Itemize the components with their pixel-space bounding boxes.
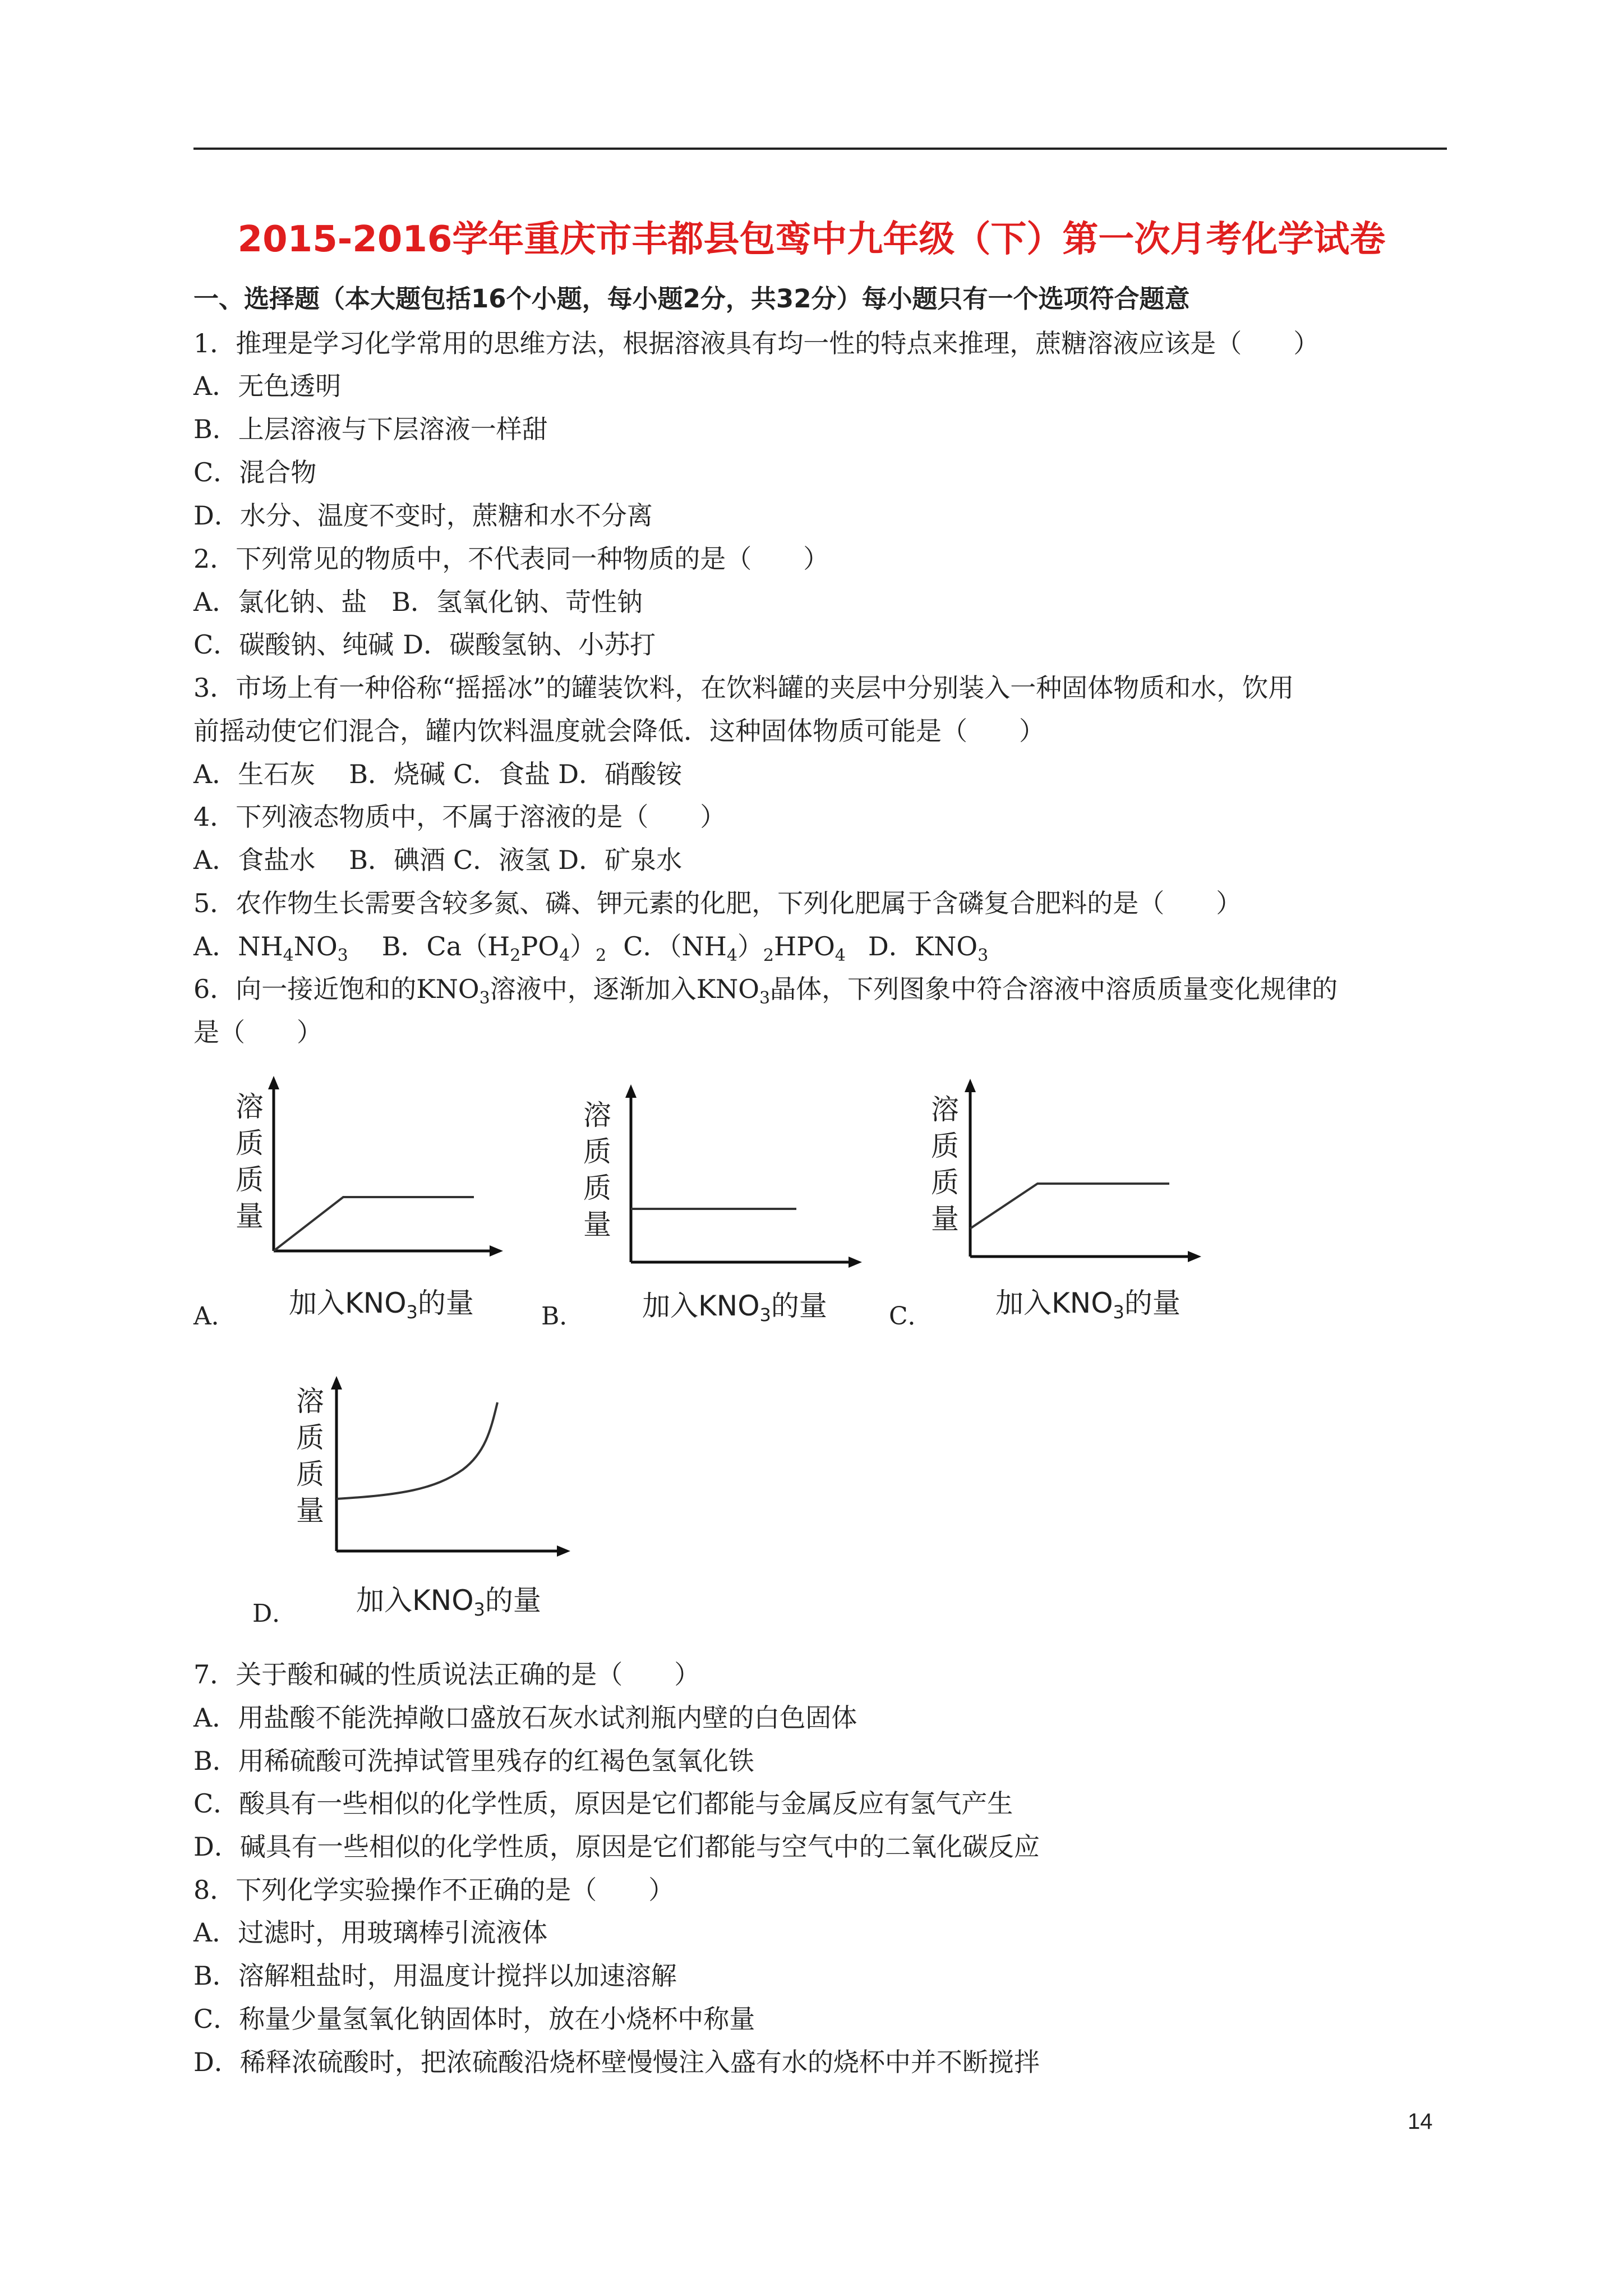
graph-xlabel: 加入$KNO_3$的量 [289,1287,474,1323]
q2-options-row1 [193,585,643,619]
q3-option-b: B．烧碱 [349,759,446,789]
q2-option-b: B．氢氧化钠、苛性钠 [391,587,643,617]
graph-c-svg [920,1066,1200,1335]
q4-option-c: C．液氢 [453,845,551,875]
q7-option-a: A．用盐酸不能洗掉敞口盛放石灰水试剂瓶内壁的白色固体 [193,1703,857,1733]
graph-xlabel: 加入$KNO_3$的量 [995,1287,1181,1323]
q2-option-d: D．碳酸氢钠、小苏打 [403,629,656,660]
q6-option-c: C． [889,1302,933,1331]
q6-graph-c [920,1066,1200,1337]
q6-graph-a [224,1066,505,1337]
q3-stem-line1: 3．市场上有一种俗称“摇摇冰”的罐装饮料，在饮料罐的夹层中分别装入一种固体物质和水，饮用 [193,673,1294,703]
graph-b-svg [572,1066,852,1335]
q6-graph-b [572,1066,852,1337]
x-axis-arrow-icon [557,1545,570,1557]
q4-option-d: D．矿泉水 [558,845,683,875]
graph-ylabel-char: 质 [931,1166,959,1199]
graph-ylabel-char: 量 [236,1200,264,1232]
page-number: 14 [1408,2109,1433,2134]
q1-option-c: C．混合物 [193,457,317,487]
graph-ylabel-char: 质 [931,1130,959,1162]
graph-curve [970,1184,1169,1228]
q7-option-d: D．碱具有一些相似的化学性质，原因是它们都能与空气中的二氧化碳反应 [193,1832,1040,1862]
graph-ylabel-char: 溶 [236,1091,264,1123]
q8-option-d: D．稀释浓硫酸时，把浓硫酸沿烧杯壁慢慢注入盛有水的烧杯中并不断搅拌 [193,2047,1040,2077]
graph-ylabel-char: 溶 [583,1099,611,1131]
header-rule [193,148,1447,150]
q8-stem: 8．下列化学实验操作不正确的是（ ） [193,1875,675,1905]
graph-ylabel-char: 质 [296,1458,324,1490]
q8-option-b: B．溶解粗盐时，用温度计搅拌以加速溶解 [193,1961,677,1991]
graph-a-svg [224,1066,505,1335]
q4-options [193,843,682,877]
y-axis-arrow-icon [331,1376,342,1389]
q7-option-b: B．用稀硫酸可洗掉试管里残存的红褐色氢氧化铁 [193,1746,754,1776]
graph-curve [274,1197,474,1251]
graph-d-svg [289,1369,569,1638]
graph-xlabel: 加入$KNO_3$的量 [642,1290,827,1326]
q3-option-c: C．食盐 [453,759,551,789]
q6-graph-d [289,1369,569,1640]
q5-options [193,930,988,963]
q8-option-c: C．称量少量氢氧化钠固体时，放在小烧杯中称量 [193,2004,755,2034]
q2-option-a: A．氯化钠、盐 [193,587,367,617]
y-axis-arrow-icon [965,1079,976,1092]
q6-stem-line2: 是（ ） [193,1017,322,1047]
graph-ylabel-char: 量 [296,1494,324,1527]
q6-option-d: D． [252,1599,297,1628]
q4-option-b: B．碘酒 [349,845,446,875]
section-heading: 一、选择题（本大题包括16个小题，每小题2分，共32分）每小题只有一个选项符合题意 [193,284,1190,314]
q7-option-c: C．酸具有一些相似的化学性质，原因是它们都能与金属反应有氢气产生 [193,1788,1013,1819]
graph-ylabel-char: 质 [296,1421,324,1454]
graph-curve [336,1402,497,1499]
x-axis-arrow-icon [490,1245,503,1257]
q1-stem: 1．推理是学习化学常用的思维方法，根据溶液具有均一性的特点来推理，蔗糖溶液应该是（ ） [193,328,1320,358]
page-title: 2015-2016学年重庆市丰都县包鸾中九年级（下）第一次月考化学试卷 [237,219,1386,260]
q5-option-a: A．$NH_4NO_3$ [193,931,348,965]
q7-stem: 7．关于酸和碱的性质说法正确的是（ ） [193,1659,700,1690]
graph-ylabel-char: 量 [931,1203,959,1235]
q8-option-a: A．过滤时，用玻璃棒引流液体 [193,1917,548,1948]
x-axis-arrow-icon [849,1257,862,1268]
graph-ylabel-char: 溶 [296,1385,324,1418]
x-axis-arrow-icon [1188,1251,1201,1262]
q5-option-d: D．$KNO_3$ [868,931,989,965]
q3-stem-line2: 前摇动使它们混合，罐内饮料温度就会降低．这种固体物质可能是（ ） [193,716,1045,746]
q2-stem: 2．下列常见的物质中，不代表同一种物质的是（ ） [193,544,829,574]
y-axis-arrow-icon [625,1084,637,1098]
q3-option-d: D．硝酸铵 [558,759,683,789]
q3-options [193,757,682,791]
q5-option-c: C．$(NH_4)_2HPO_4$ [623,931,846,965]
q2-options-row2 [193,628,656,661]
q3-option-a: A．生石灰 [193,759,316,789]
q1-option-a: A．无色透明 [193,371,342,401]
graph-ylabel-char: 量 [583,1208,611,1241]
graph-ylabel-char: 质 [236,1127,264,1159]
q1-option-d: D．水分、温度不变时，蔗糖和水不分离 [193,500,653,531]
q5-stem: 5．农作物生长需要含较多氮、磷、钾元素的化肥，下列化肥属于含磷复合肥料的是（ ） [193,888,1242,918]
y-axis-arrow-icon [268,1076,279,1089]
graph-ylabel-char: 质 [236,1163,264,1196]
q6-option-a: A． [193,1302,236,1331]
q6-option-b: B． [541,1302,584,1331]
q5-option-b: B．$Ca(H_2PO_4)_2$ [381,931,607,965]
q1-option-b: B．上层溶液与下层溶液一样甜 [193,414,548,444]
graph-ylabel-char: 溶 [931,1093,959,1126]
graph-ylabel-char: 质 [583,1172,611,1204]
graph-ylabel-char: 质 [583,1135,611,1168]
q6-stem-line1: 6．向一接近饱和的$KNO_3$溶液中，逐渐加入$KNO_3$晶体，下列图象中符合溶液中溶质质量变化规律的 [193,974,1338,1008]
graph-xlabel: 加入$KNO_3$的量 [356,1584,541,1620]
q4-option-a: A．食盐水 [193,845,316,875]
q4-stem: 4．下列液态物质中，不属于溶液的是（ ） [193,802,726,832]
q2-option-c: C．碳酸钠、纯碱 [193,629,394,660]
